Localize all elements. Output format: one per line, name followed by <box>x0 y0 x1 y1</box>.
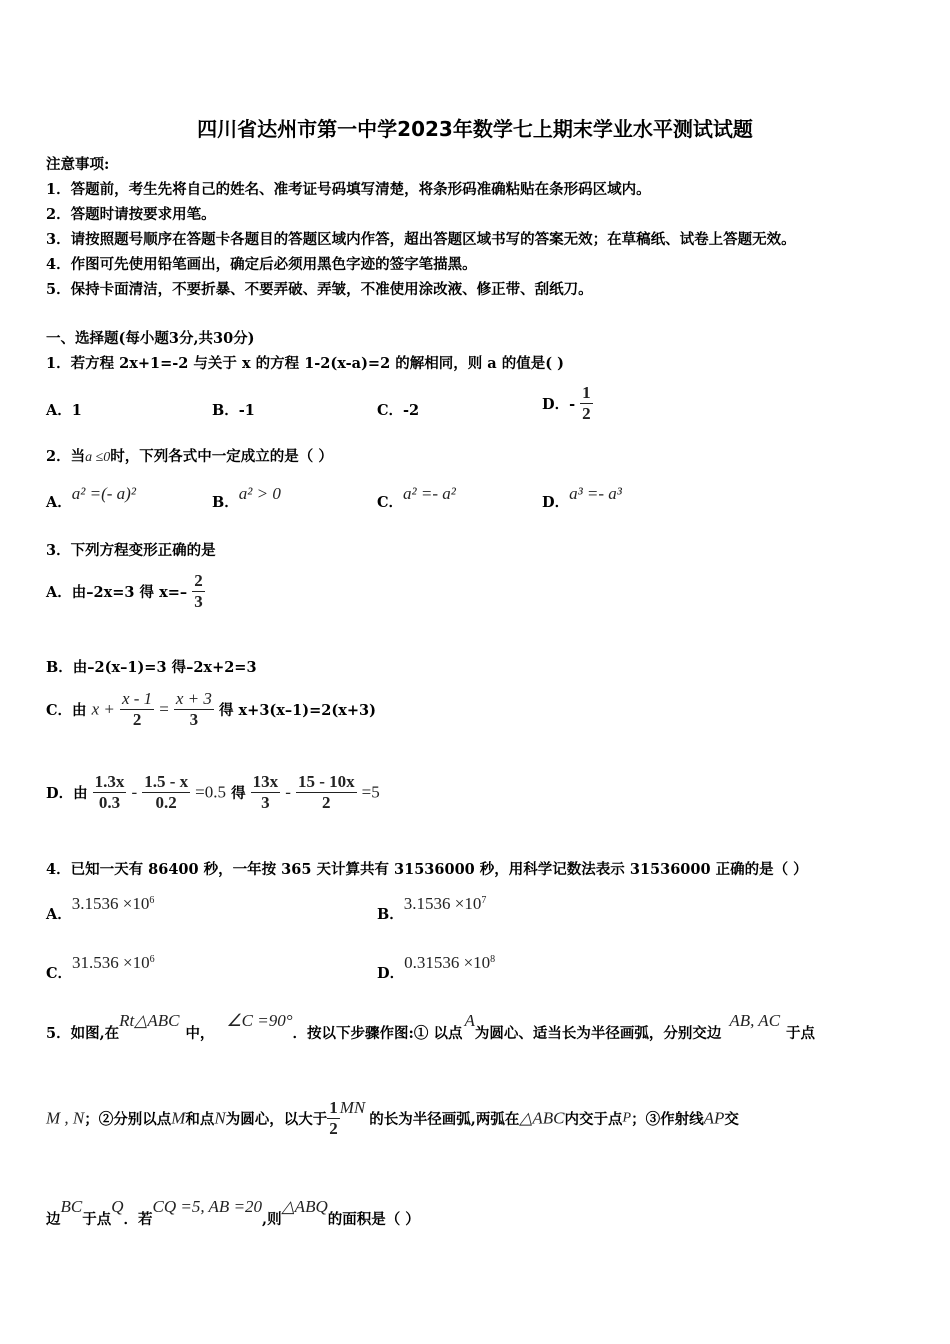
notice-item: 1．答题前，考生先将自己的姓名、准考证号码填写清楚，将条形码准确粘贴在条形码区域内。 <box>46 181 651 198</box>
question-1-stem: 1．若方程 2x+1=-2 与关于 x 的方程 1-2(x-a)=2 的解相同，则 a 的值是( ) <box>46 355 564 372</box>
q1-option-c: C．-2 <box>377 402 420 419</box>
q3-option-c: C．由 x + $\frac{x - 1}{2}$ = $\frac{x + 3}{3}$ 得 x+3(x–1)=2(x+3) <box>46 689 376 729</box>
notice-item: 5．保持卡面清洁，不要折暴、不要弄破、弄皱，不准使用涂改液、修正带、刮纸刀。 <box>46 281 593 298</box>
q1-option-a: A．1 <box>46 402 82 419</box>
section-heading: 一、选择题(每小题3分,共30分) <box>46 330 255 347</box>
fraction: $\frac{1}{2}$ <box>329 1098 338 1138</box>
question-3-stem: 3．下列方程变形正确的是 <box>46 542 216 559</box>
fraction: $\frac{2}{3}$ <box>194 571 203 611</box>
q3-option-d: D．由 $\frac{1.3x}{0.3}$ - $\frac{1.5 - x}{0.2}$ =0.5 得 $\frac{13x}{3}$ - $\frac{15 - 10x}{2}$ =5 <box>46 772 380 812</box>
fraction: $\frac{13x}{3}$ <box>252 772 279 812</box>
q1-option-b: B．-1 <box>212 402 255 419</box>
question-5-line-2: M , N；②分别以点M和点N为圆心，以大于 $\frac{1}{2}$ MN的长为半径画弧,两弧在△ABC内交于点P；③作射线AP交 <box>46 1098 739 1138</box>
q4-option-d: D．$0.31536 \times 10^8$ <box>377 953 496 982</box>
page-title: 四川省达州市第一中学2023年数学七上期末学业水平测试试题 <box>197 117 753 141</box>
fraction: $\frac{1.3x}{0.3}$ <box>94 772 125 812</box>
question-5-line-3: 边BC于点Q．若CQ =5, AB =20,则△ABQ的面积是（ ） <box>46 1197 420 1228</box>
question-4-stem: 4．已知一天有 86400 秒，一年按 365 天计算共有 31536000 秒，用科学记数法表示 31536000 正确的是（ ） <box>46 861 808 878</box>
question-2-stem: 2．当a ≤0时，下列各式中一定成立的是（ ） <box>46 448 333 465</box>
fraction: $\frac{15 - 10x}{2}$ <box>297 772 355 812</box>
notice-item: 3．请按照题号顺序在答题卡各题目的答题区域内作答，超出答题区域书写的答案无效；在草稿纸、试卷上答题无效。 <box>46 231 796 248</box>
q2-option-c: C．a² =- a² <box>377 484 456 511</box>
fraction: $\frac{x - 1}{2}$ <box>121 689 153 729</box>
fraction: $\frac{1}{2}$ <box>582 383 591 423</box>
q4-option-c: C．$31.536 \times 10^6$ <box>46 953 155 982</box>
q2-option-d: D．a³ =- a³ <box>542 484 622 511</box>
fraction: $\frac{x + 3}{3}$ <box>175 689 212 729</box>
q3-option-b: B．由–2(x–1)=3 得–2x+2=3 <box>46 659 257 676</box>
question-5-line-1: 5．如图,在Rt△ABC中，∠C =90°．按以下步骤作图:① 以点A为圆心、适当长为半径画弧，分别交边AB, AC于点 <box>46 1011 816 1042</box>
fraction: $\frac{1.5 - x}{0.2}$ <box>144 772 189 812</box>
q3-option-a: A．由–2x=3 得 x=– $\frac{2}{3}$ <box>46 571 203 611</box>
notice-item: 2．答题时请按要求用笔。 <box>46 206 216 223</box>
q4-option-b: B．$3.1536 \times 10^7$ <box>377 894 487 923</box>
q2-option-a: A．a² =(- a)² <box>46 484 136 511</box>
notice-item: 4．作图可先使用铅笔画出，确定后必须用黑色字迹的签字笔描黑。 <box>46 256 477 273</box>
q2-option-b: B．a² > 0 <box>212 484 281 511</box>
notice-heading: 注意事项: <box>46 156 110 173</box>
q4-option-a: A．$3.1536 \times 10^6$ <box>46 894 155 923</box>
q1-option-d: D．- $\frac{1}{2}$ <box>542 383 591 423</box>
